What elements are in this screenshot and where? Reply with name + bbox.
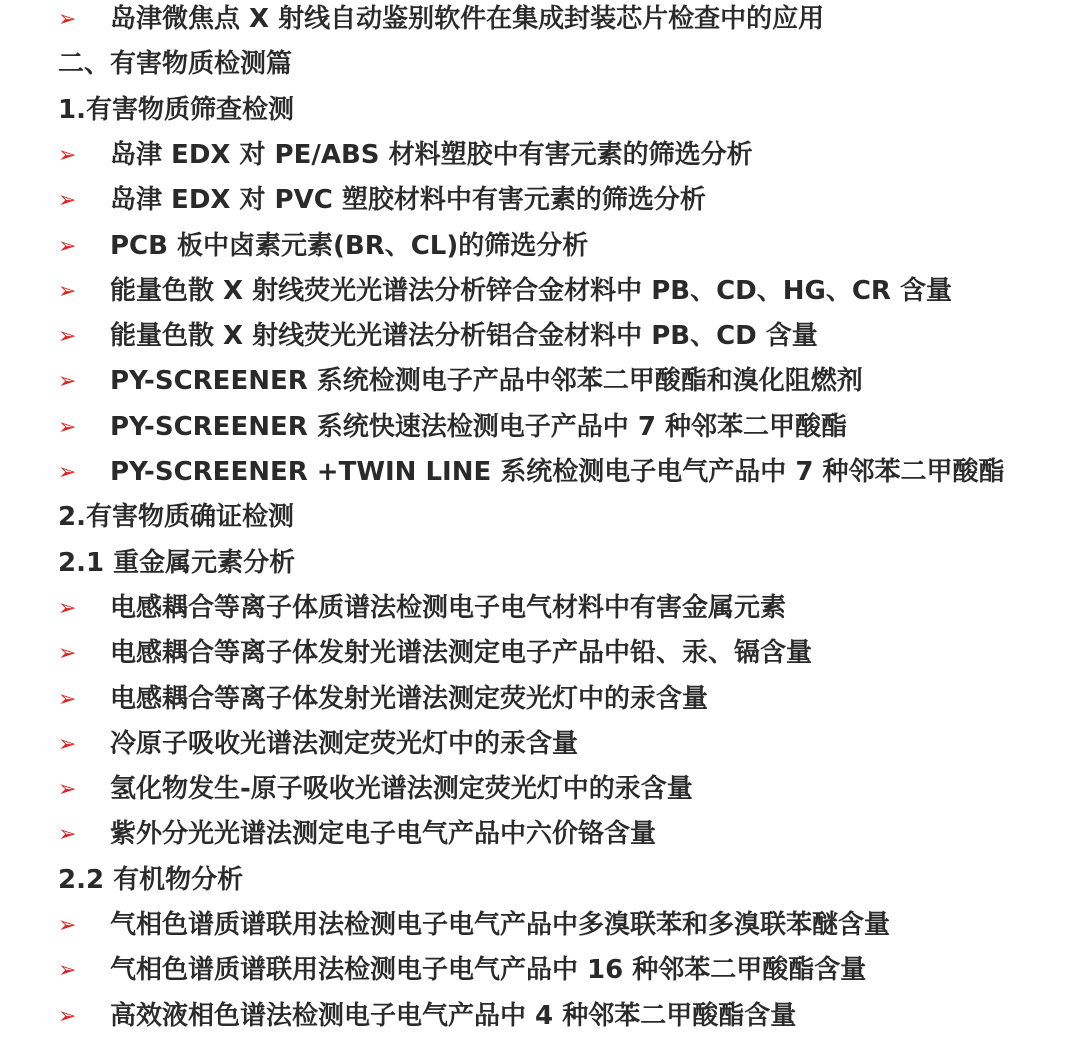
list-item-text: 紫外分光光谱法测定电子电气产品中六价铬含量 (110, 819, 657, 850)
arrow-bullet-icon: ➢ (58, 414, 77, 440)
list-item-text: 气相色谱质谱联用法检测电子电气产品中 16 种邻苯二甲酸酯含量 (110, 955, 867, 986)
list-item-text: 能量色散 X 射线荧光光谱法分析铝合金材料中 PB、CD 含量 (110, 321, 818, 352)
section-heading (0, 541, 1080, 586)
section-heading (0, 42, 1080, 87)
list-item-text: PY-SCREENER 系统检测电子产品中邻苯二甲酸酯和溴化阻燃剂 (110, 366, 863, 397)
list-item (0, 994, 1080, 1039)
list-item (0, 948, 1080, 993)
list-item (0, 178, 1080, 223)
list-item (0, 450, 1080, 495)
list-item (0, 677, 1080, 722)
section-heading (0, 495, 1080, 540)
arrow-bullet-icon: ➢ (58, 777, 77, 803)
arrow-bullet-icon: ➢ (58, 460, 77, 485)
arrow-bullet-icon: ➢ (58, 7, 77, 32)
arrow-bullet-icon: ➢ (58, 1003, 77, 1029)
list-item-text: 能量色散 X 射线荧光光谱法分析锌合金材料中 PB、CD、HG、CR 含量 (110, 275, 952, 306)
list-item (0, 722, 1080, 767)
arrow-bullet-icon: ➢ (58, 641, 77, 667)
list-item (0, 586, 1080, 631)
list-item (0, 133, 1080, 178)
section-heading (0, 858, 1080, 903)
section-heading (0, 88, 1080, 133)
list-item-text: 气相色谱质谱联用法检测电子电气产品中多溴联苯和多溴联苯醚含量 (110, 910, 891, 940)
list-item-text: 电感耦合等离子体发射光谱法测定荧光灯中的汞含量 (110, 683, 709, 714)
list-item (0, 0, 1080, 42)
arrow-bullet-icon: ➢ (58, 188, 77, 214)
arrow-bullet-icon: ➢ (58, 822, 77, 848)
list-item-text: 岛津微焦点 X 射线自动鉴别软件在集成封装芯片检查中的应用 (110, 4, 825, 34)
list-item (0, 314, 1080, 359)
list-item (0, 631, 1080, 676)
arrow-bullet-icon: ➢ (58, 913, 77, 938)
list-item-text: PCB 板中卤素元素(BR、CL)的筛选分析 (110, 230, 589, 261)
arrow-bullet-icon: ➢ (58, 369, 77, 395)
list-item-text: 氢化物发生-原子吸收光谱法测定荧光灯中的汞含量 (110, 774, 693, 805)
arrow-bullet-icon: ➢ (58, 233, 77, 259)
list-item (0, 812, 1080, 857)
list-item-text: PY-SCREENER +TWIN LINE 系统检测电子电气产品中 7 种邻苯二甲酸酯 (110, 457, 1005, 487)
heading-text: 2.1 重金属元素分析 (58, 547, 296, 578)
list-item-text: 冷原子吸收光谱法测定荧光灯中的汞含量 (110, 728, 579, 759)
list-item (0, 359, 1080, 404)
arrow-bullet-icon: ➢ (58, 142, 77, 168)
list-item (0, 269, 1080, 314)
list-item-text: 岛津 EDX 对 PE/ABS 材料塑胶中有害元素的筛选分析 (110, 139, 753, 170)
heading-text: 二、有害物质检测篇 (58, 49, 293, 80)
list-item-text: 岛津 EDX 对 PVC 塑胶材料中有害元素的筛选分析 (110, 185, 706, 216)
list-item (0, 405, 1080, 450)
heading-text: 1.有害物质筛查检测 (58, 94, 294, 125)
arrow-bullet-icon: ➢ (58, 731, 77, 757)
arrow-bullet-icon: ➢ (58, 958, 77, 984)
arrow-bullet-icon: ➢ (58, 324, 77, 350)
list-item (0, 903, 1080, 948)
heading-text: 2.2 有机物分析 (58, 864, 244, 895)
list-item-text: 电感耦合等离子体发射光谱法测定电子产品中铅、汞、镉含量 (110, 638, 813, 669)
arrow-bullet-icon: ➢ (58, 595, 77, 621)
list-item-text: 电感耦合等离子体质谱法检测电子电气材料中有害金属元素 (110, 592, 787, 623)
arrow-bullet-icon: ➢ (58, 686, 77, 712)
list-item (0, 767, 1080, 812)
list-item (0, 224, 1080, 269)
heading-text: 2.有害物质确证检测 (58, 502, 294, 533)
list-item-text: PY-SCREENER 系统快速法检测电子产品中 7 种邻苯二甲酸酯 (110, 411, 847, 442)
list-item-text: 高效液相色谱法检测电子电气产品中 4 种邻苯二甲酸酯含量 (110, 1000, 797, 1031)
arrow-bullet-icon: ➢ (58, 278, 77, 304)
